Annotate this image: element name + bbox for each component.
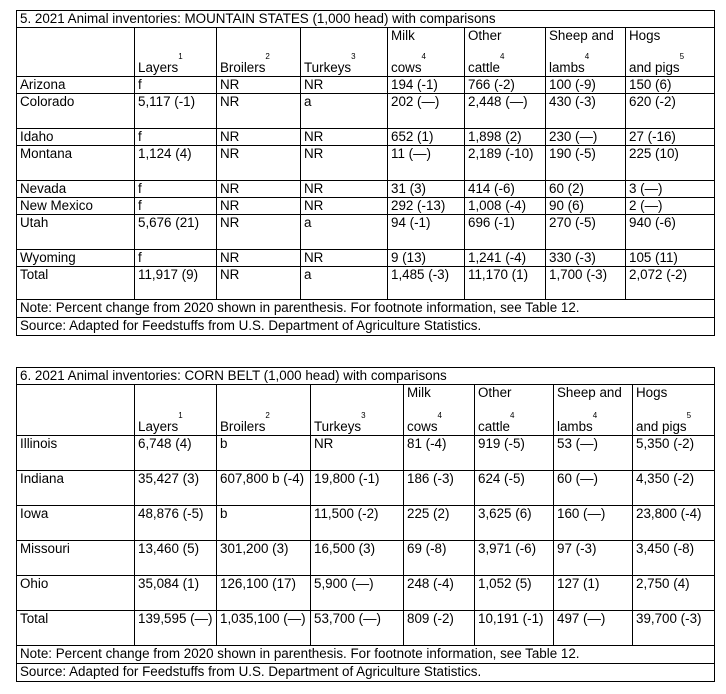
row-label: Utah [17, 215, 135, 250]
footnote-marker: 3 [351, 52, 356, 62]
data-cell: NR [301, 77, 388, 94]
data-cell: NR [217, 250, 301, 267]
data-cell: 292 (-13) [388, 198, 465, 215]
corn-belt-table [16, 367, 715, 682]
table-row [17, 129, 715, 146]
row-label: Total [17, 611, 135, 646]
data-cell: b [217, 436, 311, 471]
header-label: lambs [557, 419, 593, 434]
data-cell: 940 (-6) [626, 215, 715, 250]
data-cell: 11 (—) [388, 146, 465, 181]
data-cell: 430 (-3) [546, 94, 626, 129]
table-row [17, 471, 715, 506]
data-cell: 9 (13) [388, 250, 465, 267]
data-cell: 69 (-8) [404, 541, 475, 576]
header-bottom-cell [301, 52, 388, 77]
data-cell: 105 (11) [626, 250, 715, 267]
data-cell: 248 (-4) [404, 576, 475, 611]
data-cell: 607,800 b (-4) [217, 471, 311, 506]
table-title: 5. 2021 Animal inventories: MOUNTAIN STATES (1,000 head) with comparisons [17, 11, 715, 28]
data-cell: 652 (1) [388, 129, 465, 146]
row-label: Indiana [17, 471, 135, 506]
footnote-marker: 4 [437, 411, 442, 420]
header-bottom-cell [217, 52, 301, 77]
data-cell: 330 (-3) [546, 250, 626, 267]
data-cell: 3 (—) [626, 181, 715, 198]
data-cell: 35,427 (3) [135, 471, 217, 506]
header-top-cell: Other [475, 385, 554, 420]
table-title-row [17, 368, 715, 385]
row-label: Idaho [17, 129, 135, 146]
header-label: cattle [478, 419, 511, 434]
data-cell: 2 (—) [626, 198, 715, 215]
data-cell: f [135, 198, 217, 215]
data-cell: 1,052 (5) [475, 576, 554, 611]
note-row [17, 300, 715, 318]
data-cell: 497 (—) [554, 611, 633, 646]
data-cell: 100 (-9) [546, 77, 626, 94]
table-row [17, 77, 715, 94]
header-label: lambs [549, 60, 585, 76]
data-cell: 2,750 (4) [633, 576, 715, 611]
row-label: Colorado [17, 94, 135, 129]
footnote-marker: 4 [421, 52, 426, 62]
header-top-cell [301, 28, 388, 61]
note-row [17, 646, 715, 664]
header-bottom-cell [17, 419, 135, 436]
data-cell: 19,800 (-1) [311, 471, 404, 506]
data-cell: 60 (—) [554, 471, 633, 506]
data-cell: 2,072 (-2) [626, 267, 715, 300]
header-top-cell: Sheep and [554, 385, 633, 420]
table-note: Note: Percent change from 2020 shown in parenthesis. For footnote information, see Table 12. [17, 646, 715, 664]
data-cell: 97 (-3) [554, 541, 633, 576]
header-row-bottom [17, 60, 715, 77]
data-cell: 414 (-6) [465, 181, 546, 198]
data-cell: 919 (-5) [475, 436, 554, 471]
row-label: Arizona [17, 77, 135, 94]
data-cell: 160 (—) [554, 506, 633, 541]
row-label: Nevada [17, 181, 135, 198]
footnote-marker: 2 [265, 52, 270, 62]
data-cell: 301,200 (3) [217, 541, 311, 576]
data-cell: f [135, 77, 217, 94]
header-bottom-cell [311, 411, 404, 436]
header-label: and pigs [636, 419, 687, 434]
header-bottom-cell [135, 52, 217, 77]
data-cell: 624 (-5) [475, 471, 554, 506]
data-cell: 60 (2) [546, 181, 626, 198]
footnote-marker: 2 [265, 411, 270, 420]
data-cell: NR [217, 94, 301, 129]
data-cell: NR [217, 181, 301, 198]
data-cell: 48,876 (-5) [135, 506, 217, 541]
data-cell: a [301, 215, 388, 250]
data-cell: 16,500 (3) [311, 541, 404, 576]
footnote-marker: 5 [679, 52, 685, 62]
footnote-marker: 4 [500, 52, 505, 62]
data-cell: NR [311, 436, 404, 471]
data-cell: f [135, 181, 217, 198]
footnote-marker: 1 [178, 52, 183, 62]
source-row [17, 318, 715, 336]
data-cell: NR [217, 267, 301, 300]
data-cell: 81 (-4) [404, 436, 475, 471]
table-row [17, 436, 715, 471]
header-top-cell [135, 385, 217, 420]
header-label: Layers [138, 60, 179, 76]
header-top-cell [135, 28, 217, 61]
data-cell: f [135, 250, 217, 267]
data-cell: 1,485 (-3) [388, 267, 465, 300]
header-label: Turkeys [314, 419, 362, 434]
data-cell: 10,191 (-1) [475, 611, 554, 646]
data-cell: 5,900 (—) [311, 576, 404, 611]
data-cell: 127 (1) [554, 576, 633, 611]
header-bottom-cell [546, 52, 626, 77]
data-cell: 194 (-1) [388, 77, 465, 94]
header-top-cell [17, 385, 135, 420]
data-cell: NR [301, 181, 388, 198]
data-cell: 230 (—) [546, 129, 626, 146]
data-cell: 23,800 (-4) [633, 506, 715, 541]
data-cell: 225 (2) [404, 506, 475, 541]
data-cell: 766 (-2) [465, 77, 546, 94]
table-title-row [17, 11, 715, 28]
data-cell: 1,124 (4) [135, 146, 217, 181]
header-top-cell [311, 385, 404, 420]
header-label: and pigs [629, 60, 680, 76]
row-label: Iowa [17, 506, 135, 541]
data-cell: NR [217, 146, 301, 181]
data-cell: 2,448 (—) [465, 94, 546, 129]
data-cell: NR [217, 215, 301, 250]
header-top-cell: Hogs [633, 385, 715, 420]
data-cell: NR [301, 250, 388, 267]
data-cell: 139,595 (—) [135, 611, 217, 646]
data-cell: 150 (6) [626, 77, 715, 94]
header-label: Broilers [220, 60, 266, 76]
row-label: Wyoming [17, 250, 135, 267]
data-cell: 35,084 (1) [135, 576, 217, 611]
table-note: Note: Percent change from 2020 shown in parenthesis. For footnote information, see Table 12. [17, 300, 715, 318]
table-source: Source: Adapted for Feedstuffs from U.S. Department of Agriculture Statistics. [17, 664, 715, 682]
data-cell: NR [217, 198, 301, 215]
header-top-cell [217, 385, 311, 420]
header-row-bottom [17, 419, 715, 436]
table-source: Source: Adapted for Feedstuffs from U.S. Department of Agriculture Statistics. [17, 318, 715, 336]
table-row [17, 506, 715, 541]
data-cell: 1,008 (-4) [465, 198, 546, 215]
header-top-cell: Milk [404, 385, 475, 420]
header-bottom-cell [404, 411, 475, 436]
header-top-cell: Sheep and [546, 28, 626, 61]
header-bottom-cell [633, 411, 715, 436]
data-cell: 94 (-1) [388, 215, 465, 250]
footnote-marker: 5 [686, 411, 692, 420]
row-label: Ohio [17, 576, 135, 611]
header-top-cell: Milk [388, 28, 465, 61]
data-cell: b [217, 506, 311, 541]
data-cell: 3,625 (6) [475, 506, 554, 541]
header-label: cows [407, 419, 438, 434]
data-cell: 3,450 (-8) [633, 541, 715, 576]
header-bottom-cell [17, 60, 135, 77]
footnote-marker: 3 [361, 411, 366, 420]
source-row [17, 664, 715, 682]
mountain-states-table [16, 10, 715, 336]
footnote-marker: 4 [592, 411, 598, 420]
table-title: 6. 2021 Animal inventories: CORN BELT (1,000 head) with comparisons [17, 368, 715, 385]
data-cell: 6,748 (4) [135, 436, 217, 471]
data-cell: NR [301, 146, 388, 181]
data-cell: f [135, 129, 217, 146]
row-label: Total [17, 267, 135, 300]
data-cell: 3,971 (-6) [475, 541, 554, 576]
row-label: Illinois [17, 436, 135, 471]
header-bottom-cell [135, 411, 217, 436]
header-bottom-cell [626, 52, 715, 77]
data-cell: 1,035,100 (—) [217, 611, 311, 646]
data-cell: 53 (—) [554, 436, 633, 471]
data-cell: 13,460 (5) [135, 541, 217, 576]
header-label: Turkeys [304, 60, 352, 76]
table-row [17, 250, 715, 267]
data-cell: 1,700 (-3) [546, 267, 626, 300]
data-cell: 11,500 (-2) [311, 506, 404, 541]
header-top-cell [217, 28, 301, 61]
data-cell: NR [217, 129, 301, 146]
header-label: Broilers [220, 419, 266, 434]
data-cell: 27 (-16) [626, 129, 715, 146]
data-cell: 5,676 (21) [135, 215, 217, 250]
data-cell: 1,898 (2) [465, 129, 546, 146]
footnote-marker: 4 [510, 411, 515, 420]
data-cell: a [301, 267, 388, 300]
data-cell: 11,170 (1) [465, 267, 546, 300]
table-row [17, 198, 715, 215]
header-label: cattle [468, 60, 501, 76]
header-bottom-cell [554, 411, 633, 436]
row-label: New Mexico [17, 198, 135, 215]
header-top-cell: Other [465, 28, 546, 61]
table-row [17, 146, 715, 181]
data-cell: NR [301, 129, 388, 146]
data-cell: 270 (-5) [546, 215, 626, 250]
data-cell: 809 (-2) [404, 611, 475, 646]
data-cell: 186 (-3) [404, 471, 475, 506]
data-cell: 225 (10) [626, 146, 715, 181]
data-cell: 53,700 (—) [311, 611, 404, 646]
table-row [17, 541, 715, 576]
header-top-cell [17, 28, 135, 61]
data-cell: 696 (-1) [465, 215, 546, 250]
data-cell: 5,350 (-2) [633, 436, 715, 471]
header-bottom-cell [465, 52, 546, 77]
header-label: Layers [138, 419, 179, 434]
data-cell: 11,917 (9) [135, 267, 217, 300]
data-cell: 5,117 (-1) [135, 94, 217, 129]
header-row-top [17, 28, 715, 61]
data-cell: 1,241 (-4) [465, 250, 546, 267]
data-cell: 2,189 (-10) [465, 146, 546, 181]
table-row [17, 94, 715, 129]
header-bottom-cell [217, 411, 311, 436]
footnote-marker: 4 [584, 52, 590, 62]
data-cell: 90 (6) [546, 198, 626, 215]
data-cell: 620 (-2) [626, 94, 715, 129]
table-row [17, 215, 715, 250]
table-row [17, 181, 715, 198]
table-row [17, 611, 715, 646]
row-label: Montana [17, 146, 135, 181]
data-cell: a [301, 94, 388, 129]
data-cell: NR [301, 198, 388, 215]
footnote-marker: 1 [178, 411, 183, 420]
data-cell: 39,700 (-3) [633, 611, 715, 646]
data-cell: 126,100 (17) [217, 576, 311, 611]
data-cell: 202 (—) [388, 94, 465, 129]
data-cell: NR [217, 77, 301, 94]
row-label: Missouri [17, 541, 135, 576]
table-row [17, 576, 715, 611]
header-label: cows [391, 60, 422, 76]
data-cell: 4,350 (-2) [633, 471, 715, 506]
data-cell: 190 (-5) [546, 146, 626, 181]
table-row [17, 267, 715, 300]
header-bottom-cell [475, 411, 554, 436]
header-bottom-cell [388, 52, 465, 77]
header-top-cell: Hogs [626, 28, 715, 61]
data-cell: 31 (3) [388, 181, 465, 198]
